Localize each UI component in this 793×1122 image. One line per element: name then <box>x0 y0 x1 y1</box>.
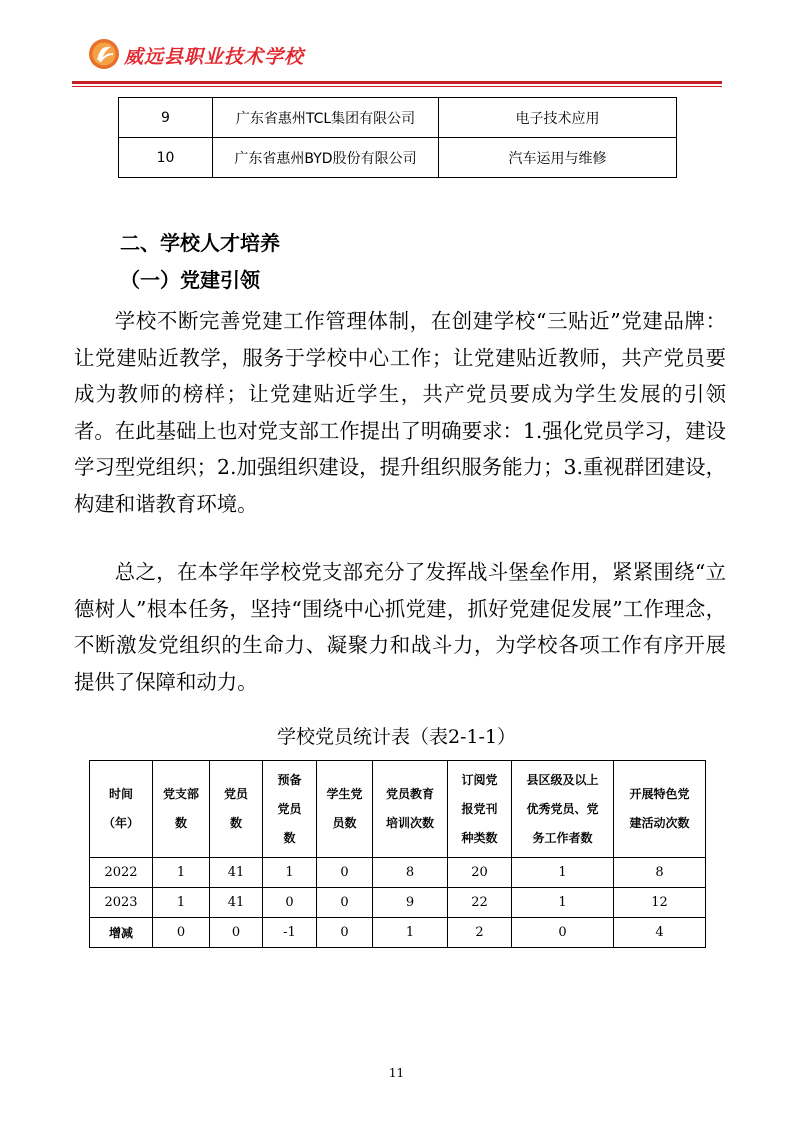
partner-company-table <box>118 97 677 178</box>
header-rule <box>72 81 722 84</box>
table-cell: 12 <box>614 888 706 918</box>
table-cell: 41 <box>210 858 263 888</box>
header-year: 时间 （年） <box>90 761 153 858</box>
table-cell: 20 <box>448 858 512 888</box>
school-logo-icon <box>88 38 120 70</box>
section-heading: 二、学校人才培养 <box>120 231 280 255</box>
subsection-heading: （一）党建引领 <box>120 268 260 292</box>
body-paragraph: 总之，在本学年学校党支部充分了发挥战斗堡垒作用，紧紧围绕“立德树人”根本任务，坚持“围绕中心抓党建，抓好党建促发展”工作理念，不断激发党组织的生命力、凝聚力和战斗力，为学校各项工作有序开展提供了保障和动力。 <box>74 560 726 694</box>
school-name: 威远县职业技术学校 <box>124 46 305 68</box>
cell-year: 2023 <box>90 888 153 918</box>
header-training-count: 党员教育 培训次数 <box>373 761 448 858</box>
company-name: 广东省惠州TCL集团有限公司 <box>213 98 439 138</box>
table-cell: 1 <box>153 888 210 918</box>
table-cell: 1 <box>512 888 614 918</box>
header-activity-count: 开展特色党 建活动次数 <box>614 761 706 858</box>
table-header-row <box>90 761 706 858</box>
table-cell: 1 <box>373 918 448 948</box>
party-member-stats-table <box>89 760 706 948</box>
header-branch-count: 党支部 数 <box>153 761 210 858</box>
table-row <box>119 98 677 138</box>
page-header <box>0 0 793 90</box>
table-cell: 41 <box>210 888 263 918</box>
cell-change-label: 增减 <box>90 918 153 948</box>
table-cell: 2 <box>448 918 512 948</box>
table-row <box>119 138 677 178</box>
table-cell: 1 <box>153 858 210 888</box>
page-number: 11 <box>388 1066 405 1080</box>
body-paragraph: 学校不断完善党建工作管理体制，在创建学校“三贴近”党建品牌：让党建贴近教学，服务于学校中心工作；让党建贴近教师，共产党员要成为教师的榜样；让党建贴近学生，共产党员要成为学生发展的引领者。在此基础上也对党支部工作提出了明确要求：1.强化党员学习，建设学习型党组织；2.加强组织建设，提升组织服务能力；3.重视群团建设，构建和谐教育环境。 <box>74 309 727 516</box>
header-periodical-count: 订阅党 报党刊 种类数 <box>448 761 512 858</box>
header-probationary-count: 预备 党员 数 <box>263 761 317 858</box>
header-member-count: 党员 数 <box>210 761 263 858</box>
table-cell: 22 <box>448 888 512 918</box>
table-cell: -1 <box>263 918 317 948</box>
major-name: 汽车运用与维修 <box>439 138 677 178</box>
table-cell: 0 <box>317 918 373 948</box>
table-row <box>90 888 706 918</box>
table-cell: 0 <box>263 888 317 918</box>
table-cell: 8 <box>373 858 448 888</box>
table-cell: 9 <box>373 888 448 918</box>
row-number: 10 <box>119 138 213 178</box>
row-number: 9 <box>119 98 213 138</box>
table-cell: 0 <box>317 858 373 888</box>
table-cell: 0 <box>210 918 263 948</box>
table-cell: 1 <box>263 858 317 888</box>
table-caption: 学校党员统计表（表2-1-1） <box>276 726 517 748</box>
table-cell: 8 <box>614 858 706 888</box>
header-rule-thin <box>72 86 722 87</box>
table-cell: 4 <box>614 918 706 948</box>
company-name: 广东省惠州BYD股份有限公司 <box>213 138 439 178</box>
table-row <box>90 858 706 888</box>
header-student-member-count: 学生党 员数 <box>317 761 373 858</box>
cell-year: 2022 <box>90 858 153 888</box>
major-name: 电子技术应用 <box>439 98 677 138</box>
table-cell: 1 <box>512 858 614 888</box>
table-cell: 0 <box>153 918 210 948</box>
header-excellent-member-count: 县区级及以上 优秀党员、党 务工作者数 <box>512 761 614 858</box>
table-cell: 0 <box>512 918 614 948</box>
table-cell: 0 <box>317 888 373 918</box>
table-row <box>90 918 706 948</box>
